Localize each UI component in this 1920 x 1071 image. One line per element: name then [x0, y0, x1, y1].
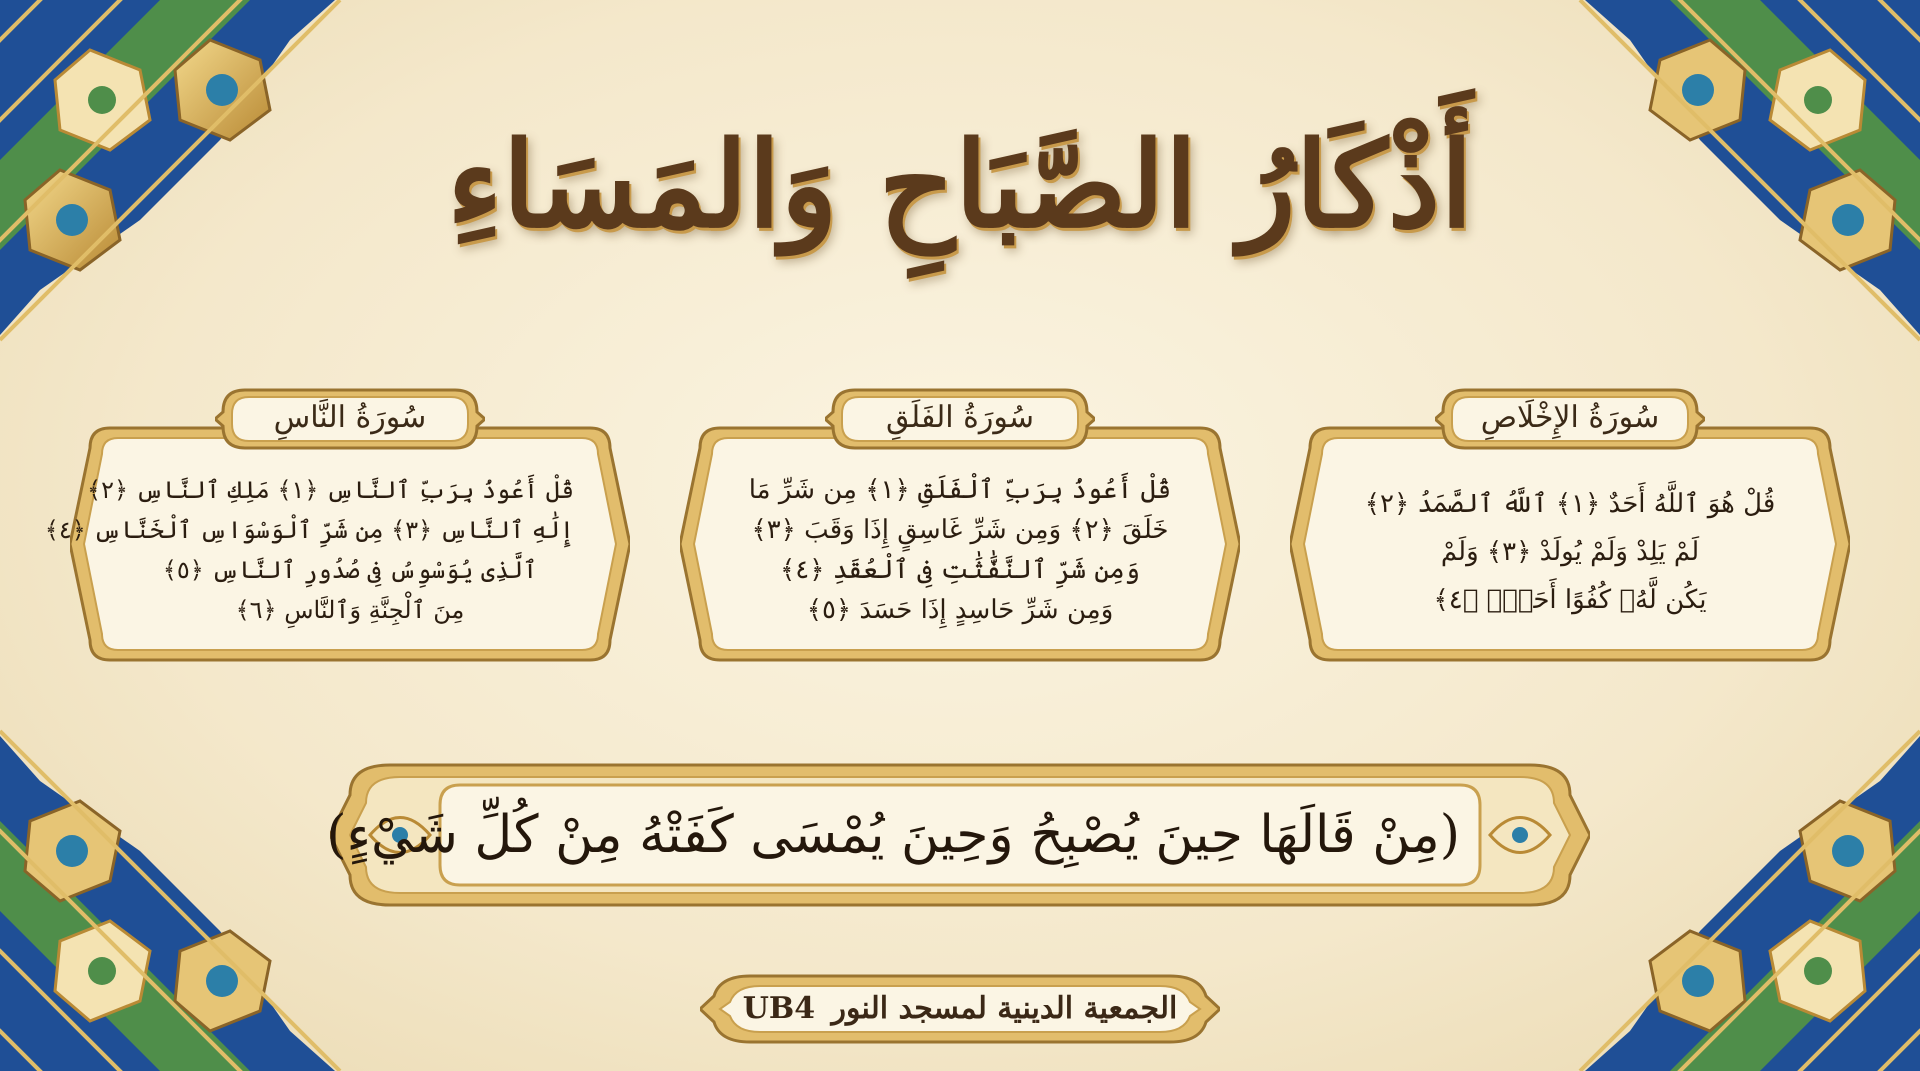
surah-panel-ikhlas: [1290, 400, 1850, 670]
surah-panel-nas: [44, 400, 630, 670]
surah-verses: [736, 470, 1184, 630]
verse-line: يَكُن لَّهُۥ كُفُوًا أَحَدٌۢ ﴿٤﴾: [1433, 585, 1707, 615]
verse-line: خَلَقَ ﴿٢﴾ وَمِن شَرِّ غَاسِقٍ إِذَا وَقَبَ ﴿٣﴾: [751, 515, 1169, 545]
verse-line: وَمِن شَرِّ ٱلنَّفَّٰثَٰتِ فِى ٱلْعُقَدِ ﴿٤﴾: [780, 555, 1140, 585]
verse-line: مِنَ ٱلْجِنَّةِ وَٱلنَّاسِ ﴿٦﴾: [235, 596, 465, 624]
verse-line: قُلْ أَعُوذُ بِرَبِّ ٱلْفَلَقِ ﴿١﴾ مِن شَرِّ مَا: [748, 475, 1172, 505]
panel-title-tab: [1435, 384, 1705, 454]
footer-plaque: [700, 968, 1220, 1050]
surah-verses: [44, 470, 574, 630]
organization-name: الجمعية الدينية لمسجد النور: [831, 991, 1178, 1026]
footer-text: [700, 968, 1220, 1050]
organization-code: UB4: [742, 991, 816, 1026]
hadith-banner: [326, 745, 1590, 925]
verse-line: وَمِن شَرِّ حَاسِدٍ إِذَا حَسَدَ ﴿٥﴾: [806, 595, 1114, 625]
surah-title: سُورَةُ النَّاسِ: [273, 400, 427, 435]
main-title: أَذْكَارُ الصَّبَاحِ وَالمَسَاءِ: [446, 115, 1474, 254]
hadith-text: (مِنْ قَالَهَا حِينَ يُصْبِحُ وَحِينَ يُمْسَى كَفَتْهُ مِنْ كُلِّ شَيْءٍ): [326, 805, 1460, 865]
verse-line: قُلْ هُوَ ٱللَّهُ أَحَدٌ ﴿١﴾ ٱللَّهُ ٱلصَّمَدُ ﴿٢﴾: [1364, 489, 1776, 519]
verse-line: إِلَٰهِ ٱلنَّاسِ ﴿٣﴾ مِن شَرِّ ٱلْوَسْوَاسِ ٱلْخَنَّاسِ ﴿٤﴾: [44, 516, 574, 544]
surah-title: سُورَةُ الفَلَقِ: [886, 400, 1034, 435]
surah-title: سُورَةُ الإِخْلَاصِ: [1480, 400, 1660, 435]
verse-line: ٱلَّذِى يُوَسْوِسُ فِى صُدُورِ ٱلنَّاسِ ﴿٥﴾: [162, 556, 538, 584]
panel-title-tab: [825, 384, 1095, 454]
verse-line: لَمْ يَلِدْ وَلَمْ يُولَدْ ﴿٣﴾ وَلَمْ: [1440, 537, 1700, 567]
surah-verses: [1346, 480, 1794, 624]
panel-title-tab: [215, 384, 485, 454]
verse-line: قُلْ أَعُوذُ بِرَبِّ ٱلنَّاسِ ﴿١﴾ مَلِكِ ٱلنَّاسِ ﴿٢﴾: [87, 476, 574, 504]
surah-panel-falaq: [680, 400, 1240, 670]
